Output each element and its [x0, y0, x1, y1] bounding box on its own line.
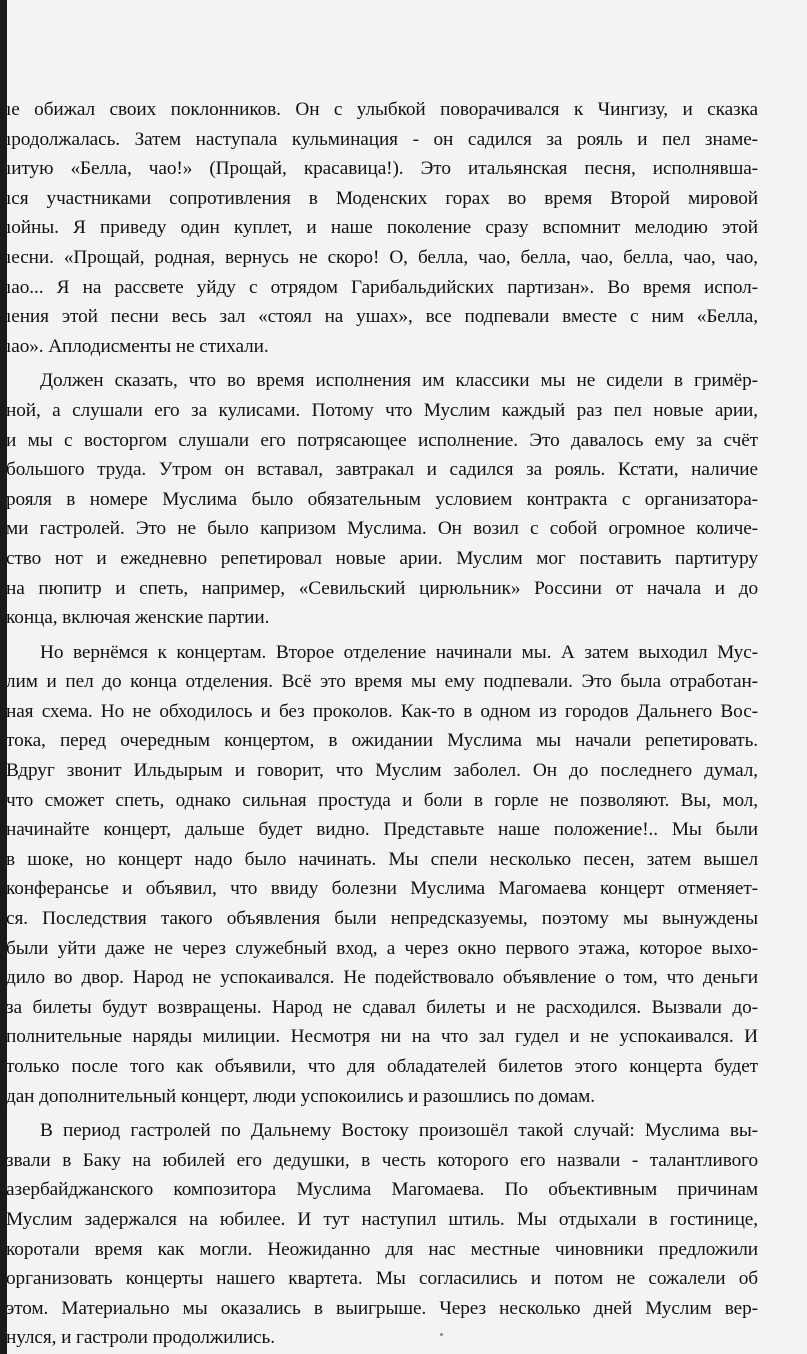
paragraph: [6, 95, 758, 361]
text-line: ıао». Аплодисменты не стихали.: [6, 335, 269, 357]
text-line: ной, а слушали его за кулисами. Потому что Муслим каждый раз пел новые арии,: [6, 399, 758, 421]
text-line: ство нот и ежедневно репетировал новые арии. Муслим мог поставить партитуру: [6, 547, 758, 569]
text-line: ми гастролей. Это не было капризом Муслима. Он возил с собой огромное количе-: [6, 518, 758, 540]
text-line: за билеты будут возвращены. Народ не сдавал билеты и не расходился. Вызвали до-: [6, 996, 758, 1018]
text-line: в шоке, но концерт надо было начинать. Мы спели несколько песен, затем вышел: [6, 848, 758, 870]
text-line: рояля в номере Муслима было обязательным условием контракта с организатора-: [6, 488, 758, 510]
text-line: организовать концерты нашего квартета. Мы согласились и потом не сожалели об: [6, 1268, 758, 1290]
text-line: Но вернёмся к концертам. Второе отделение начинали мы. А затем выходил Мус-: [40, 641, 758, 663]
text-line: нулся, и гастроли продолжились.: [6, 1327, 275, 1349]
text-line: Вдруг звонит Ильдырым и говорит, что Муслим заболел. Он до последнего думал,: [6, 760, 758, 782]
paragraph: [6, 1116, 758, 1353]
text-line: только после того как объявили, что для обладателей билетов этого концерта будет: [6, 1056, 758, 1077]
text-line: на пюпитр и спеть, например, «Севильский цирюльник» Россини от начала и до: [6, 577, 758, 599]
text-line: ная схема. Но не обходилось и без проколов. Как-то в одном из городов Дальнего Вос-: [6, 700, 758, 722]
text-line: Муслим задержался на юбилее. И тут наступил штиль. Мы отдыхали в гостинице,: [6, 1208, 758, 1230]
page-text: [6, 95, 758, 1353]
text-line: Должен сказать, что во время исполнения им классики мы не сидели в гримёр-: [40, 370, 758, 392]
text-line: коротали время как могли. Неожиданно для нас местные чиновники предложили: [6, 1238, 758, 1260]
text-line: ıао... Я на рассвете уйду с отрядом Гарибальдийских партизан». Во время испол-: [6, 276, 758, 298]
text-line: начинайте концерт, дальше будет видно. Представьте наше положение!.. Мы были: [6, 819, 758, 841]
text-line: ıся участниками сопротивления в Моденских горах во время Второй мировой: [6, 187, 758, 209]
text-line: полнительные наряды милиции. Несмотря ни на что зал гудел и не успокаивался. И: [6, 1026, 758, 1048]
text-line: этом. Материально мы оказались в выигрыше. Через несколько дней Муслим вер-: [6, 1297, 758, 1319]
text-line: ıе обижал своих поклонников. Он с улыбкой поворачивался к Чингизу, и сказка: [6, 99, 758, 120]
text-line: тока, перед очередным концертом, в ожидании Муслима мы начали репетировать.: [6, 730, 758, 752]
text-line: конферансье и объявил, что ввиду болезни Муслима Магомаева концерт отменяет-: [6, 878, 758, 900]
text-line: дило во двор. Народ не успокаивался. Не подействовало объявление о том, что деньги: [6, 967, 758, 989]
text-line: ıитую «Белла, чао!» (Прощай, красавица!). Это итальянская песня, исполнявша-: [6, 158, 758, 180]
text-line: конца, включая женские партии.: [6, 607, 270, 629]
text-line: дан дополнительный концерт, люди успокоились и разошлись по домам.: [6, 1085, 595, 1107]
text-line: В период гастролей по Дальнему Востоку произошёл такой случай: Муслима вы-: [40, 1120, 758, 1142]
text-line: что сможет спеть, однако сильная простуда и боли в горле не позволяют. Вы, мол,: [6, 789, 758, 811]
text-line: лим и пел до конца отделения. Всё это время мы ему подпевали. Это была отработан-: [6, 671, 758, 693]
text-line: большого труда. Утром он вставал, завтракал и садился за рояль. Кстати, наличие: [6, 459, 758, 481]
text-line: были уйти даже не через служебный вход, а через окно первого этажа, которое выхо-: [6, 937, 758, 959]
paragraph: [6, 638, 758, 1112]
scan-speck: [440, 1333, 443, 1336]
text-line: ся. Последствия такого объявления были непредсказуемы, поэтому мы вынуждены: [6, 908, 758, 930]
text-line: ıойны. Я приведу один куплет, и наше поколение сразу вспомнит мелодию этой: [6, 217, 758, 239]
text-line: и мы с восторгом слушали его потрясающее исполнение. Это давалось ему за счёт: [6, 429, 758, 451]
text-line: звали в Баку на юбилей его дедушки, в честь которого его назвали - талантливого: [6, 1149, 758, 1171]
text-line: ıесни. «Прощай, родная, вернусь не скоро! О, белла, чао, белла, чао, белла, чао, чао,: [6, 246, 758, 268]
paragraph: [6, 366, 758, 632]
text-line: ıродолжалась. Затем наступала кульминация - он садился за рояль и пел знаме-: [6, 128, 758, 150]
text-line: азербайджанского композитора Муслима Магомаева. По объективным причинам: [6, 1179, 758, 1201]
text-line: ıения этой песни весь зал «стоял на ушах», все подпевали вместе с ним «Белла,: [6, 306, 758, 328]
